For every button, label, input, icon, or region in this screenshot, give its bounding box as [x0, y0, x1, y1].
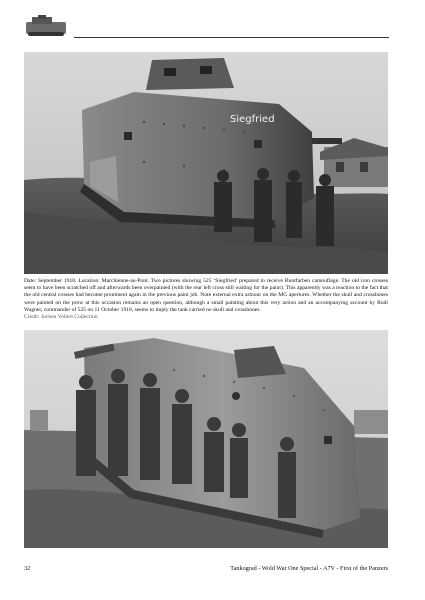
siegfried-tank-photo	[24, 52, 388, 274]
a7v-crew-photo	[24, 330, 388, 548]
header-rule	[74, 37, 389, 38]
tank-marking-text: Siegfried	[230, 114, 275, 125]
photo-credit: Credit: Jochen Vollert Collection	[24, 314, 98, 321]
tank-silhouette-icon	[24, 14, 68, 38]
caption-text: Date: September 1918. Location: Marchienne-au-Pont. Two pictures showing 525 ‘Siegfried’ prepared to receive Buntfarben camouflage. The old iron crosses seem to have been scratched off and afterwards been overpainted (with the rear left cross still waiting for the paint). This apparently was a reaction to the fact that the old central crosses had become prominent again in the previous paint job. Note external extra armour on the MG apertures. Whether the skull and crossbones were painted on the prow at this occasion remains an open question, although a small painting about this very action and an accompanying account by Rudi Wagner, commander of 525 on 11 October 1918, seems to imply the tank carried no skull and crossbones.	[24, 278, 388, 313]
page-number: 32	[24, 565, 31, 572]
running-footer-title: Tankograd - Wold War One Special - A7V - First of the Panzers	[230, 565, 388, 572]
photo-caption	[24, 278, 388, 321]
